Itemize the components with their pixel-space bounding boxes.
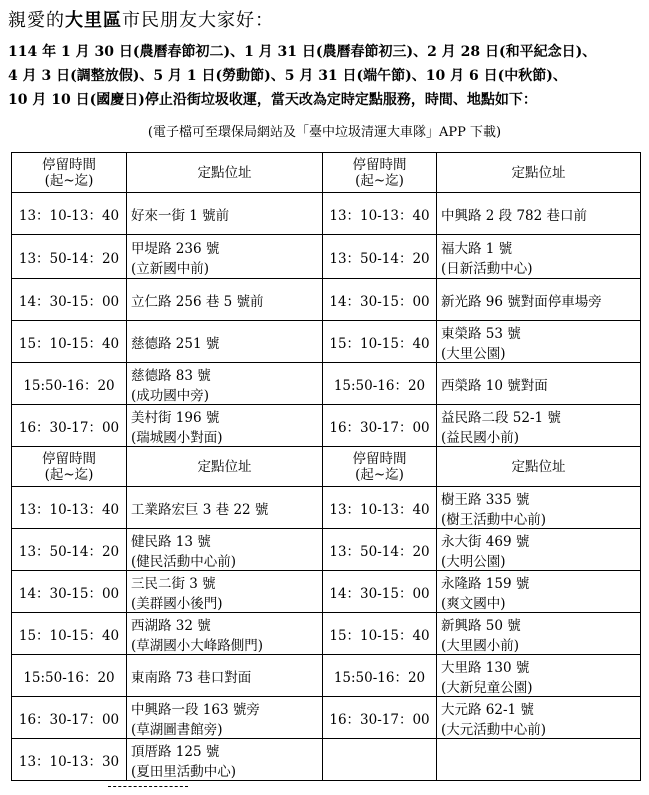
- time-range: 15:50-16：20: [23, 377, 115, 394]
- location-cell: [437, 613, 641, 655]
- time-cell: [12, 235, 127, 279]
- time-cell: [12, 363, 127, 405]
- header-location-label: 定點位址: [197, 164, 252, 181]
- time-cell: [323, 279, 437, 321]
- notice-line: 10 月 10 日(國慶日)停止沿街垃圾收運，當天改為定時定點服務，時間、地點如下：: [8, 92, 537, 108]
- header-time-label: 停留時間: [352, 450, 407, 467]
- time-range: 15：10-15：40: [18, 335, 120, 352]
- location-cell: [437, 655, 641, 697]
- location-landmark: (大明公園): [441, 553, 506, 570]
- location-address: 大里路 130 號: [441, 659, 530, 676]
- location-address: 美村街 196 號: [131, 409, 220, 426]
- time-cell: [323, 405, 437, 447]
- table-row: [12, 235, 641, 279]
- header-time-label: 停留時間: [42, 450, 96, 467]
- location-address: 東南路 73 巷口對面: [131, 669, 252, 686]
- location-address: 工業路宏巨 3 巷 22 號: [131, 501, 269, 518]
- location-landmark: (美群國小後門): [131, 595, 223, 612]
- greeting: [8, 6, 274, 32]
- location-cell: [437, 363, 641, 405]
- location-landmark: (大里公園): [441, 345, 506, 362]
- location-address: 益民路二段 52-1 號: [441, 409, 561, 426]
- location-landmark: (成功國中旁): [131, 387, 210, 404]
- location-cell: [127, 655, 323, 697]
- header-time-label: 停留時間: [42, 156, 96, 173]
- time-cell: [323, 739, 437, 781]
- time-cell: [323, 655, 437, 697]
- table-row: [12, 321, 641, 363]
- location-address: 樹王路 335 號: [441, 491, 530, 508]
- table-row: [12, 405, 641, 447]
- header-time-sub: (起~迄): [355, 466, 404, 483]
- greeting-district: 大里區: [65, 10, 122, 31]
- table-row: [12, 697, 641, 739]
- time-cell: [323, 529, 437, 571]
- location-address: 中興路一段 163 號旁: [131, 701, 260, 718]
- time-range: 15:50-16：20: [333, 377, 426, 394]
- location-landmark: (大新兒童公園): [441, 679, 533, 696]
- location-landmark: (大元活動中心前): [441, 721, 547, 738]
- location-address: 大元路 62-1 號: [441, 701, 534, 718]
- time-range: 13：50-14：20: [18, 543, 120, 560]
- time-cell: [12, 321, 127, 363]
- header-time-cell: [323, 447, 437, 487]
- time-range: 14：30-15：00: [18, 585, 120, 602]
- schedule-table: [11, 152, 641, 781]
- location-landmark: (爽文國中): [441, 595, 506, 612]
- location-cell: [127, 739, 323, 781]
- location-landmark: (草湖國小大峰路側門): [131, 637, 264, 654]
- location-cell: [127, 405, 323, 447]
- time-range: 16：30-17：00: [329, 711, 430, 728]
- time-cell: [323, 571, 437, 613]
- greeting-post: 市民朋友大家好：: [122, 10, 274, 31]
- time-cell: [12, 487, 127, 529]
- location-landmark: (樹王活動中心前): [441, 511, 547, 528]
- location-address: 永隆路 159 號: [441, 575, 530, 592]
- header-time-cell: [323, 153, 437, 193]
- time-range: 13：10-13：40: [329, 501, 430, 518]
- location-address: 福大路 1 號: [441, 240, 513, 257]
- location-landmark: (草湖圖書館旁): [131, 721, 223, 738]
- location-cell: [127, 571, 323, 613]
- location-landmark: (立新國中前): [131, 260, 210, 277]
- time-cell: [323, 321, 437, 363]
- time-cell: [323, 193, 437, 235]
- time-range: 13：10-13：40: [18, 207, 120, 224]
- location-landmark: (健民活動中心前): [131, 553, 237, 570]
- location-address: 西湖路 32 號: [131, 617, 211, 634]
- location-cell: [437, 697, 641, 739]
- location-address: 西榮路 10 號對面: [441, 377, 548, 394]
- header-location-cell: [437, 153, 641, 193]
- table-row: [12, 529, 641, 571]
- table-header-row: [12, 153, 641, 193]
- header-time-cell: [12, 153, 127, 193]
- header-location-label: 定點位址: [511, 164, 566, 181]
- location-cell: [127, 193, 323, 235]
- location-address: 頂厝路 125 號: [131, 743, 220, 760]
- time-cell: [323, 487, 437, 529]
- time-cell: [12, 655, 127, 697]
- greeting-pre: 親愛的: [8, 10, 65, 31]
- location-cell: [127, 487, 323, 529]
- time-range: 15:50-16：20: [333, 669, 426, 686]
- location-landmark: (益民國小前): [441, 429, 520, 446]
- time-range: 13：50-14：20: [329, 250, 430, 267]
- header-time-cell: [12, 447, 127, 487]
- location-address: 慈德路 251 號: [131, 335, 220, 352]
- time-cell: [323, 613, 437, 655]
- header-location-cell: [127, 447, 323, 487]
- time-range: 14：30-15：00: [18, 293, 120, 310]
- time-range: 13：10-13：30: [18, 753, 120, 770]
- time-range: 15：10-15：40: [329, 335, 430, 352]
- notice: [8, 40, 644, 112]
- header-time-sub: (起~迄): [355, 172, 404, 189]
- location-address: 中興路 2 段 782 巷口前: [441, 207, 588, 224]
- time-range: 16：30-17：00: [329, 419, 430, 436]
- location-address: 三民二街 3 號: [131, 575, 216, 592]
- time-range: 16：30-17：00: [18, 419, 120, 436]
- location-address: 健民路 13 號: [131, 533, 211, 550]
- location-cell: [437, 321, 641, 363]
- location-cell: [437, 235, 641, 279]
- location-cell: [127, 529, 323, 571]
- cut-off-text: [108, 786, 188, 789]
- location-cell: [437, 487, 641, 529]
- table-row: [12, 613, 641, 655]
- location-cell: [437, 279, 641, 321]
- time-cell: [12, 697, 127, 739]
- location-landmark: (瑞城國小對面): [131, 429, 223, 446]
- location-address: 好來一街 1 號前: [131, 207, 230, 224]
- header-location-cell: [127, 153, 323, 193]
- notice-line: 4 月 3 日(調整放假)、5 月 1 日(勞動節)、5 月 31 日(端午節)、10 月 6 日(中秋節)、: [8, 68, 567, 84]
- table-row: [12, 279, 641, 321]
- location-cell: [127, 363, 323, 405]
- time-cell: [12, 571, 127, 613]
- header-location-label: 定點位址: [197, 458, 252, 475]
- location-landmark: (大里國小前): [441, 637, 520, 654]
- header-location-label: 定點位址: [511, 458, 566, 475]
- location-cell: [127, 613, 323, 655]
- location-cell: [127, 279, 323, 321]
- time-range: 13：50-14：20: [18, 250, 120, 267]
- location-address: 立仁路 256 巷 5 號前: [131, 293, 264, 310]
- time-range: 13：50-14：20: [329, 543, 430, 560]
- notice-line: 114 年 1 月 30 日(農曆春節初二)、1 月 31 日(農曆春節初三)、2 月 28 日(和平紀念日)、: [8, 44, 597, 60]
- location-cell: [437, 529, 641, 571]
- table-row: [12, 655, 641, 697]
- time-range: 13：10-13：40: [18, 501, 120, 518]
- time-range: 15：10-15：40: [329, 627, 430, 644]
- location-cell: [437, 571, 641, 613]
- location-landmark: (日新活動中心): [441, 260, 533, 277]
- time-cell: [12, 613, 127, 655]
- location-cell: [437, 739, 641, 781]
- location-address: 新興路 50 號: [441, 617, 521, 634]
- table-header-row: [12, 447, 641, 487]
- location-address: 永大街 469 號: [441, 533, 530, 550]
- location-address: 東榮路 53 號: [441, 325, 521, 342]
- table-row: [12, 739, 641, 781]
- location-address: 新光路 96 號對面停車場旁: [441, 293, 602, 310]
- table-row: [12, 193, 641, 235]
- location-address: 慈德路 83 號: [131, 367, 211, 384]
- location-landmark: (夏田里活動中心): [131, 763, 237, 780]
- time-cell: [12, 279, 127, 321]
- header-location-cell: [437, 447, 641, 487]
- time-cell: [323, 235, 437, 279]
- location-cell: [127, 321, 323, 363]
- header-time-sub: (起~迄): [44, 172, 94, 189]
- time-range: 14：30-15：00: [329, 585, 430, 602]
- time-range: 16：30-17：00: [18, 711, 120, 728]
- time-cell: [323, 697, 437, 739]
- header-time-label: 停留時間: [352, 156, 407, 173]
- time-range: 13：10-13：40: [329, 207, 430, 224]
- table-row: [12, 487, 641, 529]
- header-time-sub: (起~迄): [44, 466, 94, 483]
- location-cell: [437, 193, 641, 235]
- table-row: [12, 571, 641, 613]
- location-cell: [127, 235, 323, 279]
- time-cell: [323, 363, 437, 405]
- time-cell: [12, 405, 127, 447]
- location-cell: [437, 405, 641, 447]
- location-address: 甲堤路 236 號: [131, 240, 220, 257]
- download-note: (電子檔可至環保局網站及「臺中垃圾清運大車隊」APP 下載): [147, 125, 502, 140]
- time-range: 15:50-16：20: [23, 669, 115, 686]
- time-range: 15：10-15：40: [18, 627, 120, 644]
- location-cell: [127, 697, 323, 739]
- table-row: [12, 363, 641, 405]
- time-cell: [12, 739, 127, 781]
- time-range: 14：30-15：00: [329, 293, 430, 310]
- time-cell: [12, 193, 127, 235]
- time-cell: [12, 529, 127, 571]
